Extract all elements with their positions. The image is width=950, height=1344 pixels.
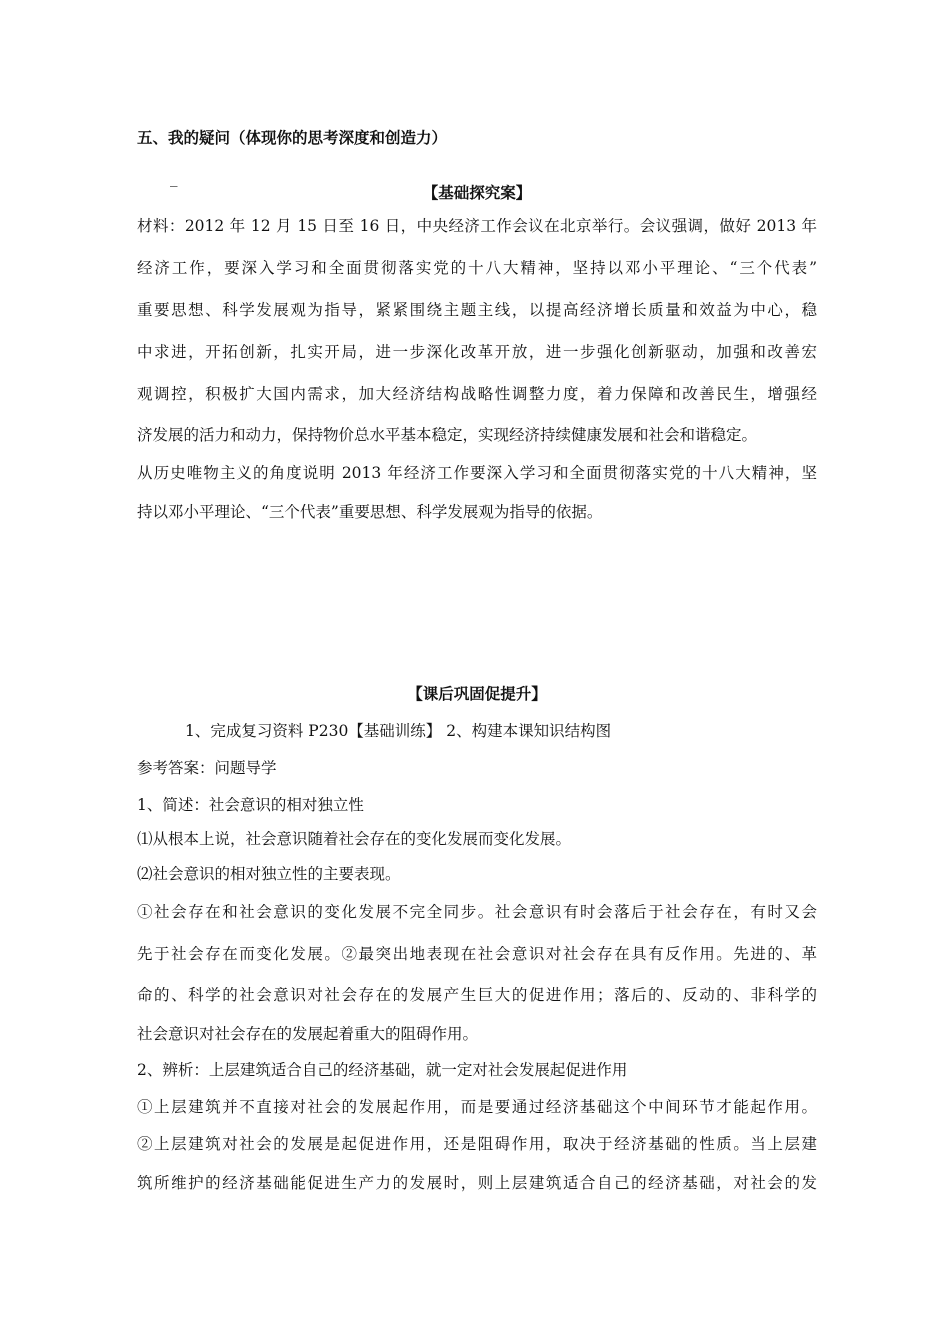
blank-answer-dash: _	[170, 169, 178, 187]
answer-line: 社会意识对社会存在的发展起着重大的阻碍作用。	[137, 1025, 479, 1043]
material-paragraph-line: 观调控，积极扩大国内需求，加大经济结构战略性调整力度，着力保障和改善民生，增强经	[137, 385, 817, 403]
material-paragraph-line: 济发展的活力和动力，保持物价总水平基本稳定，实现经济持续健康发展和社会和谐稳定。	[137, 426, 758, 444]
material-paragraph-line: 经济工作，要深入学习和全面贯彻落实党的十八大精神，坚持以邓小平理论、“三个代表”	[137, 259, 817, 277]
material-paragraph-line: 中求进，开拓创新，扎实开局，进一步深化改革开放，进一步强化创新驱动，加强和改善宏	[137, 343, 817, 361]
explore-section-title: 【基础探究案】	[422, 183, 532, 202]
answer-line: 2、辨析：上层建筑适合自己的经济基础，就一定对社会发展起促进作用	[137, 1061, 628, 1079]
material-paragraph-line: 材料：2012 年 12 月 15 日至 16 日，中央经济工作会议在北京举行。会议强调，做好 2013 年	[137, 217, 817, 235]
reference-answers-label: 参考答案：问题导学	[137, 759, 277, 777]
answer-line: 筑所维护的经济基础能促进生产力的发展时，则上层建筑适合自己的经济基础，对社会的发	[137, 1174, 817, 1192]
answer-line: ①社会存在和社会意识的变化发展不完全同步。社会意识有时会落后于社会存在，有时又会	[137, 903, 817, 921]
answer-line: ⑴从根本上说，社会意识随着社会存在的变化发展而变化发展。	[137, 830, 572, 848]
answer-line: 先于社会存在而变化发展。②最突出地表现在社会意识对社会存在具有反作用。先进的、革	[137, 945, 817, 963]
answer-line: ⑵社会意识的相对独立性的主要表现。	[137, 865, 401, 883]
question-line: 从历史唯物主义的角度说明 2013 年经济工作要深入学习和全面贯彻落实党的十八大精神，坚	[137, 464, 817, 482]
answer-line: ①上层建筑并不直接对社会的发展起作用，而是要通过经济基础这个中间环节才能起作用。	[137, 1098, 817, 1116]
answer-line: 命的、科学的社会意识对社会存在的发展产生巨大的促进作用；落后的、反动的、非科学的	[137, 986, 817, 1004]
answer-line: 1、简述：社会意识的相对独立性	[137, 796, 364, 814]
answer-line: ②上层建筑对社会的发展是起促进作用，还是阻碍作用，取决于经济基础的性质。当上层建	[137, 1135, 817, 1153]
after-class-section-title: 【课后巩固促提升】	[407, 684, 547, 703]
section-heading-my-questions: 五、我的疑问（体现你的思考深度和创造力）	[137, 128, 448, 147]
question-line: 持以邓小平理论、“三个代表”重要思想、科学发展观为指导的依据。	[137, 503, 603, 521]
material-paragraph-line: 重要思想、科学发展观为指导，紧紧围绕主题主线，以提高经济增长质量和效益为中心，稳	[137, 301, 817, 319]
homework-tasks-line: 1、完成复习资料 P230【基础训练】 2、构建本课知识结构图	[185, 722, 612, 740]
